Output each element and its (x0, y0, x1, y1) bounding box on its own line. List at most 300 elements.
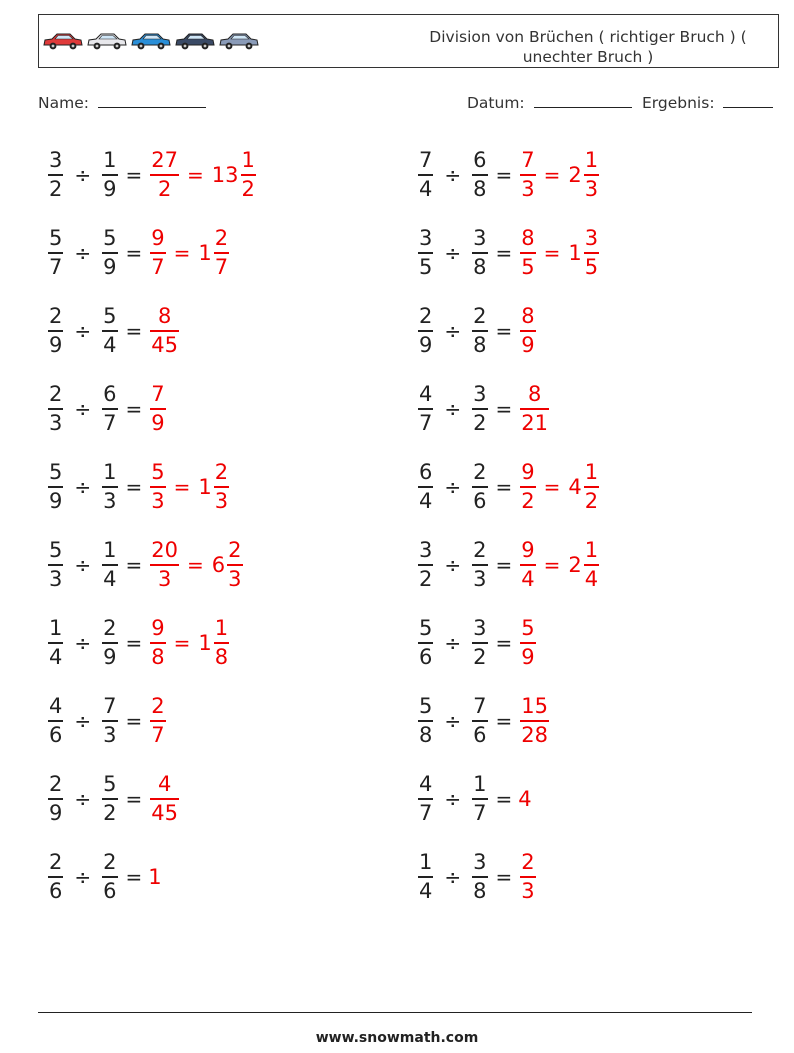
answer-fraction (520, 150, 535, 200)
answer (148, 306, 181, 356)
fraction-bar (472, 642, 487, 644)
numerator: 1 (584, 538, 599, 563)
dividend-fraction (418, 774, 433, 824)
denominator: 8 (214, 644, 229, 669)
dividend-fraction (418, 384, 433, 434)
denominator: 6 (49, 878, 63, 903)
numerator: 2 (49, 772, 63, 797)
denominator: 8 (151, 644, 165, 669)
divisor-fraction (102, 618, 117, 668)
numerator: 3 (419, 226, 433, 251)
divisor-fraction (102, 150, 117, 200)
denominator: 7 (103, 410, 117, 435)
numerator: 1 (103, 148, 117, 173)
answer (148, 384, 167, 434)
division-sign: ÷ (74, 163, 92, 187)
fraction-bar (520, 174, 535, 176)
numerator: 5 (103, 226, 117, 251)
equals-sign: = (543, 475, 561, 499)
answer-fraction (520, 696, 549, 746)
numerator: 9 (521, 460, 535, 485)
numerator: 3 (473, 616, 487, 641)
denominator: 9 (151, 410, 165, 435)
problem-row (416, 764, 532, 834)
answer (148, 540, 244, 590)
numerator: 3 (473, 382, 487, 407)
fraction-bar (48, 408, 63, 410)
answer-fraction (150, 384, 165, 434)
denominator: 2 (473, 644, 487, 669)
answer-fraction (520, 228, 535, 278)
answer-fraction (520, 462, 535, 512)
denominator: 8 (473, 332, 487, 357)
division-sign: ÷ (74, 709, 92, 733)
fraction-bar (150, 720, 165, 722)
equals-sign: = (125, 163, 143, 187)
fraction-bar (150, 408, 165, 410)
equals-sign: = (173, 241, 191, 265)
division-sign: ÷ (74, 865, 92, 889)
denominator: 45 (151, 332, 179, 357)
denominator: 2 (49, 176, 63, 201)
division-sign: ÷ (74, 787, 92, 811)
fraction-bar (520, 486, 535, 488)
divisor-fraction (472, 618, 487, 668)
answer-whole-number: 4 (518, 787, 532, 811)
equals-sign: = (125, 709, 143, 733)
fraction-bar (520, 876, 535, 878)
fraction-bar (472, 876, 487, 878)
dividend-fraction (48, 150, 63, 200)
fraction-bar (102, 330, 117, 332)
fraction-bar (584, 252, 599, 254)
mixed-fraction-part (584, 150, 599, 200)
denominator: 3 (521, 176, 535, 201)
name-field (38, 94, 206, 112)
dividend-fraction (48, 540, 63, 590)
fraction-bar (102, 642, 117, 644)
answer (148, 150, 258, 200)
numerator: 2 (151, 694, 165, 719)
date-field (467, 94, 632, 112)
numerator: 3 (584, 226, 599, 251)
equals-sign: = (187, 553, 204, 577)
denominator: 9 (49, 488, 63, 513)
numerator: 5 (49, 460, 63, 485)
divisor-fraction (102, 384, 117, 434)
dividend-fraction (418, 228, 433, 278)
divisor-fraction (472, 696, 487, 746)
fraction-bar (48, 564, 63, 566)
fraction-bar (418, 174, 433, 176)
result-label: Ergebnis: (642, 94, 715, 112)
footer-divider (38, 1012, 752, 1013)
denominator: 7 (151, 254, 165, 279)
answer-fraction (150, 696, 165, 746)
answer-fraction (150, 306, 179, 356)
denominator: 3 (157, 566, 172, 591)
equals-sign: = (173, 475, 191, 499)
answer (518, 618, 537, 668)
division-sign: ÷ (74, 397, 92, 421)
denominator: 9 (521, 332, 535, 357)
denominator: 6 (419, 644, 433, 669)
numerator: 2 (103, 616, 117, 641)
denominator: 5 (521, 254, 535, 279)
problem-row (416, 374, 551, 444)
equals-sign: = (125, 475, 143, 499)
numerator: 6 (473, 148, 487, 173)
divisor-fraction (472, 540, 487, 590)
mixed-whole-part: 4 (568, 475, 582, 499)
name-label: Name: (38, 94, 89, 112)
divisor-fraction (102, 852, 117, 902)
fraction-bar (472, 798, 487, 800)
fraction-bar (48, 174, 63, 176)
fraction-bar (150, 798, 179, 800)
answer-fraction (520, 852, 535, 902)
equals-sign: = (173, 631, 191, 655)
mixed-whole-part: 13 (211, 163, 239, 187)
numerator: 7 (419, 148, 433, 173)
denominator: 4 (419, 488, 433, 513)
denominator: 9 (103, 176, 117, 201)
dividend-fraction (48, 774, 63, 824)
numerator: 2 (214, 460, 229, 485)
answer-fraction (150, 462, 165, 512)
division-sign: ÷ (444, 163, 462, 187)
fraction-bar (214, 642, 229, 644)
division-sign: ÷ (444, 475, 462, 499)
fraction-bar (520, 252, 535, 254)
equals-sign: = (543, 163, 561, 187)
division-sign: ÷ (444, 319, 462, 343)
dividend-fraction (418, 540, 433, 590)
dividend-fraction (48, 618, 63, 668)
mixed-fraction-part (227, 540, 242, 590)
result-blank (723, 94, 773, 108)
numerator: 4 (419, 382, 433, 407)
fraction-bar (102, 564, 117, 566)
denominator: 9 (419, 332, 433, 357)
denominator: 8 (473, 254, 487, 279)
fraction-bar (418, 330, 433, 332)
problem-row (46, 140, 258, 210)
denominator: 4 (419, 878, 433, 903)
worksheet-title: Division von Brüchen ( richtiger Bruch ) ( unechter Bruch ) (429, 28, 747, 66)
answer (148, 696, 167, 746)
denominator: 45 (151, 800, 179, 825)
equals-sign: = (495, 709, 513, 733)
fraction-bar (418, 720, 433, 722)
answer-fraction (150, 618, 165, 668)
answer-fraction (150, 150, 179, 200)
mixed-whole-part: 1 (198, 241, 212, 265)
answer (148, 462, 231, 512)
divisor-fraction (102, 774, 117, 824)
numerator: 8 (521, 226, 535, 251)
fraction-bar (584, 564, 599, 566)
fraction-bar (472, 720, 487, 722)
fraction-bar (48, 798, 63, 800)
answer (148, 618, 231, 668)
denominator: 4 (49, 644, 63, 669)
date-blank (534, 94, 632, 108)
denominator: 6 (103, 878, 117, 903)
fraction-bar (214, 252, 229, 254)
answer-fraction (150, 228, 165, 278)
denominator: 3 (521, 878, 535, 903)
answer (518, 852, 537, 902)
fraction-bar (227, 564, 242, 566)
numerator: 1 (214, 616, 229, 641)
fraction-bar (102, 876, 117, 878)
numerator: 5 (419, 694, 433, 719)
answer (518, 150, 601, 200)
numerator: 4 (49, 694, 63, 719)
answer (518, 787, 531, 811)
divisor-fraction (102, 696, 117, 746)
answer-fraction (520, 540, 535, 590)
divisor-fraction (472, 150, 487, 200)
numerator: 3 (473, 226, 487, 251)
numerator: 1 (103, 460, 117, 485)
numerator: 15 (521, 694, 549, 719)
mixed-fraction-part (584, 540, 599, 590)
numerator: 2 (473, 538, 487, 563)
denominator: 2 (584, 488, 599, 513)
equals-sign: = (125, 553, 143, 577)
fraction-bar (584, 486, 599, 488)
numerator: 2 (49, 850, 63, 875)
numerator: 20 (151, 538, 179, 563)
denominator: 7 (214, 254, 229, 279)
numerator: 9 (151, 226, 165, 251)
numerator: 7 (521, 148, 535, 173)
fraction-bar (102, 174, 117, 176)
divisor-fraction (472, 852, 487, 902)
problem-row (416, 608, 538, 678)
fraction-bar (472, 564, 487, 566)
numerator: 9 (521, 538, 535, 563)
numerator: 2 (103, 850, 117, 875)
answer-fraction (520, 306, 535, 356)
numerator: 1 (103, 538, 117, 563)
numerator: 2 (521, 850, 535, 875)
equals-sign: = (495, 319, 513, 343)
fraction-bar (214, 486, 229, 488)
denominator: 3 (228, 566, 242, 591)
mixed-whole-part: 2 (568, 163, 582, 187)
equals-sign: = (543, 553, 561, 577)
mixed-whole-part: 1 (198, 475, 212, 499)
division-sign: ÷ (74, 241, 92, 265)
problem-row (416, 218, 601, 288)
denominator: 3 (49, 410, 63, 435)
dividend-fraction (48, 696, 63, 746)
denominator: 28 (521, 722, 549, 747)
date-label: Datum: (467, 94, 525, 112)
fraction-bar (150, 642, 165, 644)
fraction-bar (520, 564, 535, 566)
mixed-whole-part: 6 (211, 553, 226, 577)
division-sign: ÷ (444, 709, 462, 733)
answer (518, 696, 551, 746)
denominator: 21 (521, 410, 549, 435)
denominator: 2 (473, 410, 487, 435)
numerator: 2 (419, 304, 433, 329)
problem-row (46, 686, 168, 756)
numerator: 3 (419, 538, 433, 563)
division-sign: ÷ (444, 865, 462, 889)
answer-fraction (150, 774, 179, 824)
division-sign: ÷ (444, 241, 462, 265)
car-icon (218, 31, 260, 51)
dividend-fraction (418, 696, 433, 746)
answer (518, 228, 601, 278)
denominator: 9 (103, 254, 117, 279)
equals-sign: = (495, 241, 513, 265)
problem-row (416, 686, 551, 756)
answer (518, 462, 601, 512)
dividend-fraction (418, 306, 433, 356)
mixed-fraction-part (584, 462, 599, 512)
name-blank (98, 94, 206, 108)
numerator: 5 (49, 226, 63, 251)
fraction-bar (418, 564, 433, 566)
problem-row (46, 374, 168, 444)
numerator: 4 (419, 772, 433, 797)
fraction-bar (584, 174, 599, 176)
numerator: 7 (151, 382, 165, 407)
divisor-fraction (472, 462, 487, 512)
answer (148, 228, 231, 278)
dividend-fraction (418, 462, 433, 512)
numerator: 9 (151, 616, 165, 641)
fraction-bar (520, 720, 549, 722)
numerator: 8 (157, 304, 172, 329)
equals-sign: = (125, 865, 143, 889)
fraction-bar (48, 720, 63, 722)
denominator: 9 (103, 644, 117, 669)
fraction-bar (48, 252, 63, 254)
car-icon (130, 31, 172, 51)
problem-row (416, 140, 601, 210)
denominator: 5 (584, 254, 599, 279)
denominator: 6 (49, 722, 63, 747)
denominator: 7 (151, 722, 165, 747)
denominator: 4 (103, 566, 117, 591)
denominator: 2 (103, 800, 117, 825)
divisor-fraction (102, 228, 117, 278)
numerator: 2 (49, 382, 63, 407)
problem-row (46, 842, 162, 912)
divisor-fraction (102, 540, 117, 590)
numerator: 8 (527, 382, 542, 407)
denominator: 8 (473, 176, 487, 201)
denominator: 7 (419, 410, 433, 435)
numerator: 1 (584, 460, 599, 485)
numerator: 4 (157, 772, 172, 797)
denominator: 2 (419, 566, 433, 591)
denominator: 7 (473, 800, 487, 825)
denominator: 6 (473, 722, 487, 747)
fraction-bar (102, 408, 117, 410)
equals-sign: = (495, 865, 513, 889)
equals-sign: = (495, 163, 513, 187)
mixed-whole-part: 2 (568, 553, 582, 577)
numerator: 1 (419, 850, 433, 875)
denominator: 2 (157, 176, 172, 201)
denominator: 9 (49, 332, 63, 357)
car-icon (86, 31, 128, 51)
worksheet-header (38, 14, 779, 68)
problem-row (46, 764, 181, 834)
division-sign: ÷ (74, 319, 92, 343)
fraction-bar (150, 486, 165, 488)
fraction-bar (472, 408, 487, 410)
denominator: 8 (473, 878, 487, 903)
divisor-fraction (102, 462, 117, 512)
mixed-whole-part: 1 (568, 241, 582, 265)
equals-sign: = (125, 241, 143, 265)
dividend-fraction (48, 306, 63, 356)
equals-sign: = (125, 787, 143, 811)
numerator: 5 (103, 304, 117, 329)
equals-sign: = (187, 163, 204, 187)
answer-whole-number: 1 (148, 865, 162, 889)
fraction-bar (418, 798, 433, 800)
numerator: 8 (521, 304, 535, 329)
divisor-fraction (472, 384, 487, 434)
denominator: 6 (473, 488, 487, 513)
numerator: 5 (49, 538, 63, 563)
dividend-fraction (418, 618, 433, 668)
fraction-bar (102, 798, 117, 800)
denominator: 4 (584, 566, 599, 591)
answer (148, 774, 181, 824)
answer (518, 540, 601, 590)
numerator: 1 (473, 772, 487, 797)
denominator: 3 (103, 488, 117, 513)
fraction-bar (150, 330, 179, 332)
fraction-bar (102, 252, 117, 254)
fraction-bar (418, 252, 433, 254)
mixed-fraction-part (214, 618, 229, 668)
denominator: 4 (103, 332, 117, 357)
fraction-bar (520, 408, 549, 410)
numerator: 3 (49, 148, 63, 173)
dividend-fraction (418, 852, 433, 902)
fraction-bar (472, 174, 487, 176)
problem-row (416, 530, 601, 600)
numerator: 3 (473, 850, 487, 875)
numerator: 6 (103, 382, 117, 407)
car-icon (174, 31, 216, 51)
fraction-bar (472, 486, 487, 488)
denominator: 2 (241, 176, 255, 201)
equals-sign: = (495, 397, 513, 421)
mixed-fraction-part (584, 228, 599, 278)
denominator: 3 (584, 176, 599, 201)
fraction-bar (418, 642, 433, 644)
problem-row (416, 452, 601, 522)
denominator: 4 (419, 176, 433, 201)
mixed-fraction-part (241, 150, 256, 200)
division-sign: ÷ (74, 553, 92, 577)
numerator: 2 (214, 226, 229, 251)
answer-fraction (520, 384, 549, 434)
